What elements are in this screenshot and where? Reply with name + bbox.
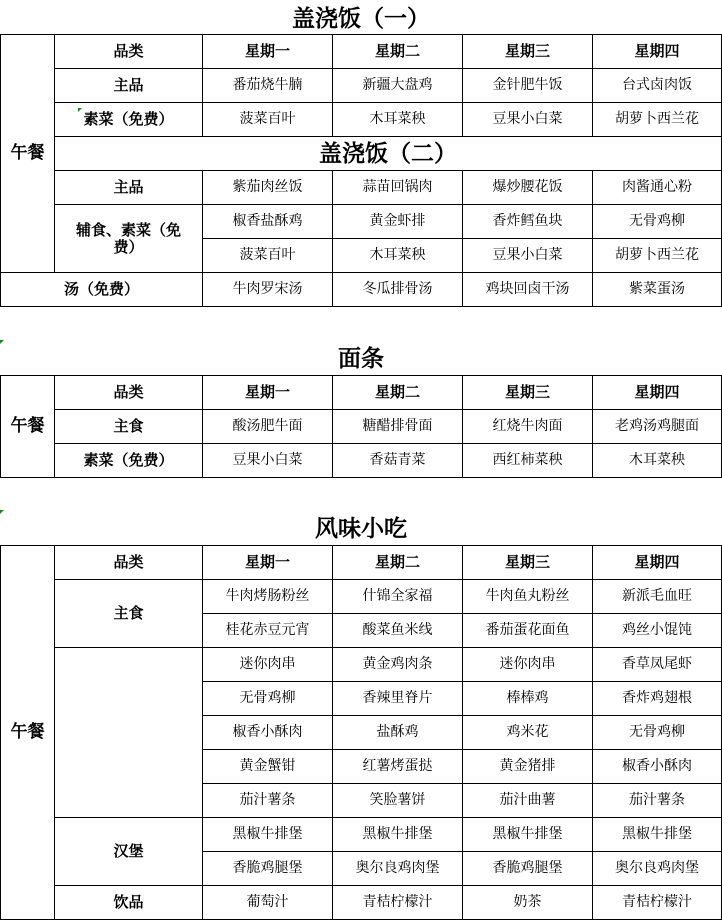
- meal-label: 午餐: [1, 546, 55, 920]
- menu-cell: 番茄烧牛腩: [203, 69, 333, 103]
- menu-cell: 爆炒腰花饭: [463, 171, 593, 205]
- row-label: 辅食、素菜（免费）: [55, 205, 203, 273]
- menu-cell: 黑椒牛排堡: [333, 818, 463, 852]
- menu-cell: 香脆鸡腿堡: [463, 852, 593, 886]
- header-category: 品类: [55, 376, 203, 410]
- menu-cell: 青桔柠檬汁: [593, 886, 722, 920]
- menu-cell: 香辣里脊片: [333, 682, 463, 716]
- menu-cell: 牛肉鱼丸粉丝: [463, 580, 593, 614]
- menu-cell: 什锦全家福: [333, 580, 463, 614]
- menu-cell: 菠菜百叶: [203, 103, 333, 137]
- menu-cell: 鸡丝小馄饨: [593, 614, 722, 648]
- menu-cell: 棒棒鸡: [463, 682, 593, 716]
- menu-cell: 西红柿菜秧: [463, 444, 593, 478]
- meal-label: 午餐: [1, 376, 55, 478]
- menu-cell: 椒香小酥肉: [593, 750, 722, 784]
- menu-cell: 酸汤肥牛面: [203, 410, 333, 444]
- menu-cell: 胡萝卜西兰花: [593, 239, 722, 273]
- section3-table: [0, 545, 722, 920]
- menu-cell: 胡萝卜西兰花: [593, 103, 722, 137]
- menu-cell: 黄金猪排: [463, 750, 593, 784]
- section1-title: 盖浇饭（一）: [292, 5, 430, 32]
- section2-title: 面条: [338, 345, 384, 372]
- menu-cell: 冬瓜排骨汤: [333, 273, 463, 307]
- soup-table: [0, 272, 722, 307]
- header-day: 星期三: [463, 546, 593, 580]
- menu-cell: 紫茄肉丝饭: [203, 171, 333, 205]
- menu-cell: 新疆大盘鸡: [333, 69, 463, 103]
- menu-cell: 黑椒牛排堡: [463, 818, 593, 852]
- row-label: 主食: [55, 580, 203, 648]
- row-label: 素菜（免费）: [55, 444, 203, 478]
- header-day: 星期三: [463, 376, 593, 410]
- section1-table: [0, 34, 722, 273]
- meal-label: 午餐: [1, 35, 55, 273]
- menu-cell: 紫菜蛋汤: [593, 273, 722, 307]
- row-label: 汉堡: [55, 818, 203, 886]
- menu-cell: 鸡米花: [463, 716, 593, 750]
- menu-cell: 桂花赤豆元宵: [203, 614, 333, 648]
- section1-subtitle: 盖浇饭（二）: [55, 137, 722, 171]
- menu-cell: 香草凤尾虾: [593, 648, 722, 682]
- row-label: 主品: [55, 171, 203, 205]
- snack-label-empty: [55, 648, 203, 818]
- row-label: 素菜（免费）: [55, 103, 203, 137]
- menu-cell: 黑椒牛排堡: [593, 818, 722, 852]
- menu-cell: 酸菜鱼米线: [333, 614, 463, 648]
- menu-cell: 老鸡汤鸡腿面: [593, 410, 722, 444]
- section3-title: 风味小吃: [315, 515, 407, 542]
- header-category: 品类: [55, 35, 203, 69]
- menu-cell: 豆果小白菜: [203, 444, 333, 478]
- menu-cell: 奶茶: [463, 886, 593, 920]
- menu-cell: 新派毛血旺: [593, 580, 722, 614]
- menu-cell: 香菇青菜: [333, 444, 463, 478]
- menu-cell: 牛肉罗宋汤: [203, 273, 333, 307]
- row-label: 主食: [55, 410, 203, 444]
- menu-cell: 木耳菜秧: [333, 239, 463, 273]
- menu-cell: 椒香小酥肉: [203, 716, 333, 750]
- menu-cell: 奥尔良鸡肉堡: [333, 852, 463, 886]
- menu-cell: 无骨鸡柳: [203, 682, 333, 716]
- menu-cell: 金针肥牛饭: [463, 69, 593, 103]
- header-day: 星期一: [203, 546, 333, 580]
- menu-cell: 茄汁薯条: [593, 784, 722, 818]
- menu-cell: 葡萄汁: [203, 886, 333, 920]
- header-category: 品类: [55, 546, 203, 580]
- menu-cell: 黄金虾排: [333, 205, 463, 239]
- menu-cell: 糖醋排骨面: [333, 410, 463, 444]
- row-label: 饮品: [55, 886, 203, 920]
- menu-cell: 椒香盐酥鸡: [203, 205, 333, 239]
- menu-cell: 笑脸薯饼: [333, 784, 463, 818]
- menu-cell: 红烧牛肉面: [463, 410, 593, 444]
- header-day: 星期四: [593, 376, 722, 410]
- menu-cell: 肉酱通心粉: [593, 171, 722, 205]
- menu-cell: 豆果小白菜: [463, 239, 593, 273]
- header-day: 星期二: [333, 546, 463, 580]
- menu-cell: 盐酥鸡: [333, 716, 463, 750]
- menu-cell: 黄金鸡肉条: [333, 648, 463, 682]
- menu-cell: 香炸鳕鱼块: [463, 205, 593, 239]
- header-day: 星期四: [593, 546, 722, 580]
- header-day: 星期一: [203, 376, 333, 410]
- menu-cell: 黑椒牛排堡: [203, 818, 333, 852]
- menu-cell: 木耳菜秧: [333, 103, 463, 137]
- header-day: 星期三: [463, 35, 593, 69]
- menu-cell: 奥尔良鸡肉堡: [593, 852, 722, 886]
- menu-cell: 青桔柠檬汁: [333, 886, 463, 920]
- menu-cell: 无骨鸡柳: [593, 716, 722, 750]
- menu-cell: 鸡块回卤干汤: [463, 273, 593, 307]
- cell-marker-icon: [78, 108, 82, 112]
- menu-cell: 牛肉烤肠粉丝: [203, 580, 333, 614]
- menu-cell: 菠菜百叶: [203, 239, 333, 273]
- header-day: 星期一: [203, 35, 333, 69]
- row-label: 主品: [55, 69, 203, 103]
- menu-cell: 香炸鸡翅根: [593, 682, 722, 716]
- menu-cell: 茄汁曲薯: [463, 784, 593, 818]
- menu-cell: 黄金蟹钳: [203, 750, 333, 784]
- soup-label: 汤（免费）: [1, 273, 203, 307]
- header-day: 星期四: [593, 35, 722, 69]
- header-day: 星期二: [333, 376, 463, 410]
- menu-cell: 无骨鸡柳: [593, 205, 722, 239]
- header-day: 星期二: [333, 35, 463, 69]
- menu-cell: 番茄蛋花面鱼: [463, 614, 593, 648]
- menu-cell: 台式卤肉饭: [593, 69, 722, 103]
- menu-cell: 香脆鸡腿堡: [203, 852, 333, 886]
- menu-cell: 蒜苗回锅肉: [333, 171, 463, 205]
- menu-cell: 红薯烤蛋挞: [333, 750, 463, 784]
- menu-cell: 迷你肉串: [203, 648, 333, 682]
- menu-cell: 豆果小白菜: [463, 103, 593, 137]
- menu-cell: 木耳菜秧: [593, 444, 722, 478]
- menu-cell: 茄汁薯条: [203, 784, 333, 818]
- section2-table: [0, 375, 722, 478]
- menu-cell: 迷你肉串: [463, 648, 593, 682]
